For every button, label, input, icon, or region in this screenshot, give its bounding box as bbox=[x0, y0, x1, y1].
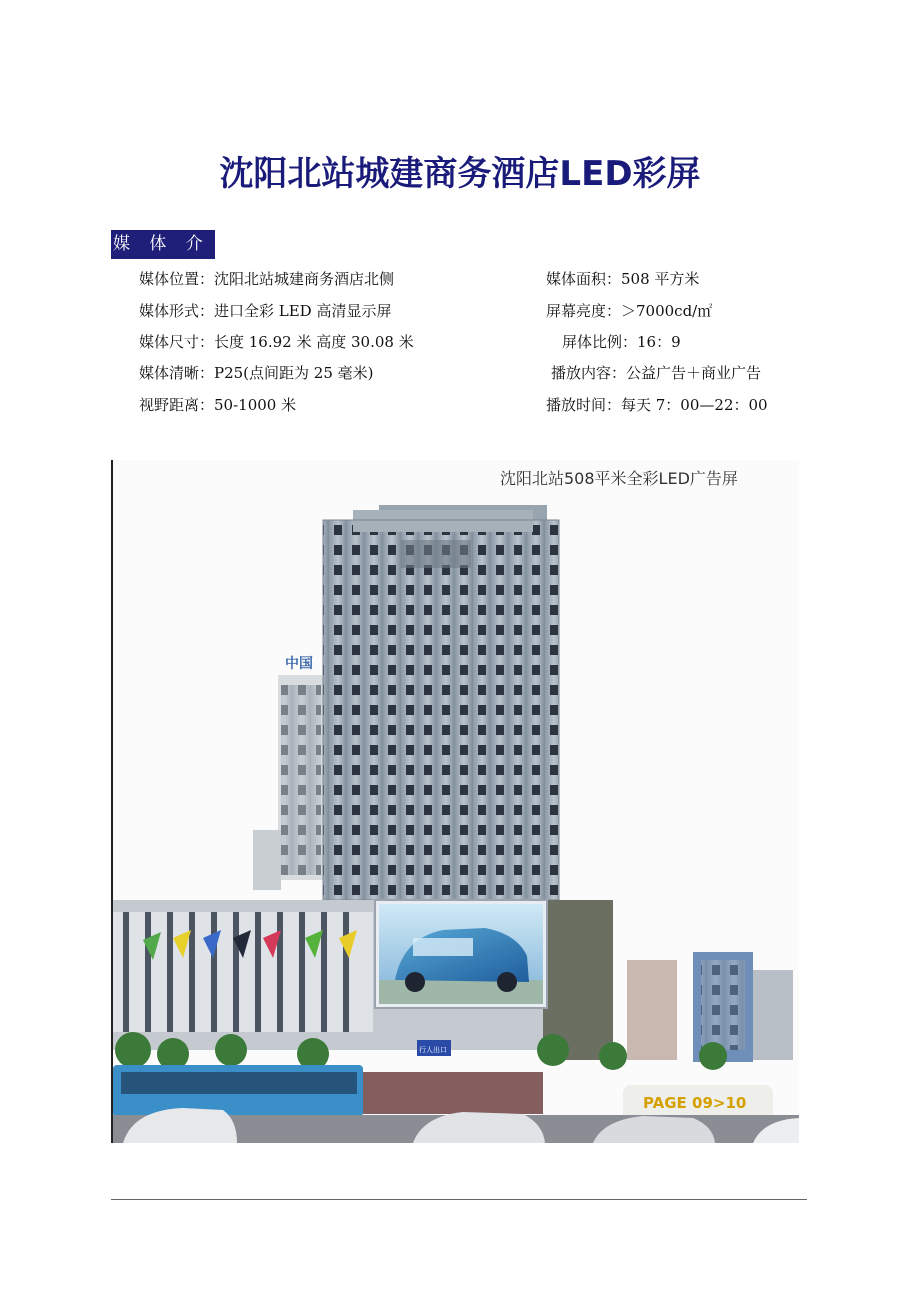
footer-rule bbox=[111, 1199, 807, 1200]
info-media-form: 媒体形式：进口全彩 LED 高清显示屏 bbox=[139, 302, 392, 320]
section-label-media-intro: 媒 体 介 绍 bbox=[111, 230, 215, 259]
main-tower bbox=[323, 505, 559, 900]
page-title: 沈阳北站城建商务酒店LED彩屏 bbox=[219, 154, 701, 194]
info-media-area: 媒体面积：508 平方米 bbox=[546, 270, 700, 288]
info-play-time: 播放时间：每天 7：00—22：00 bbox=[546, 396, 768, 414]
info-media-resolution: 媒体清晰：P25(点间距为 25 毫米) bbox=[139, 364, 374, 382]
info-media-size: 媒体尺寸：长度 16.92 米 高度 30.08 米 bbox=[139, 333, 414, 351]
hotel-led-screen-photo bbox=[111, 460, 799, 1143]
photo-caption: 沈阳北站508平米全彩LED广告屏 bbox=[500, 469, 738, 488]
led-screen bbox=[375, 900, 547, 1008]
minibus-sign: PAGE 09>10 bbox=[643, 1094, 747, 1112]
sign-left: 中国 bbox=[285, 656, 313, 672]
info-screen-ratio: 屏体比例：16：9 bbox=[562, 333, 681, 351]
info-media-location: 媒体位置：沈阳北站城建商务酒店北侧 bbox=[139, 270, 395, 288]
info-screen-brightness: 屏幕亮度：＞7000cd/㎡ bbox=[546, 302, 713, 320]
info-view-distance: 视野距离：50-1000 米 bbox=[139, 396, 297, 414]
info-play-content: 播放内容：公益广告＋商业广告 bbox=[551, 364, 762, 382]
pedestrian-exit-sign: 行人出口 bbox=[419, 1046, 447, 1054]
bus bbox=[113, 1065, 363, 1117]
